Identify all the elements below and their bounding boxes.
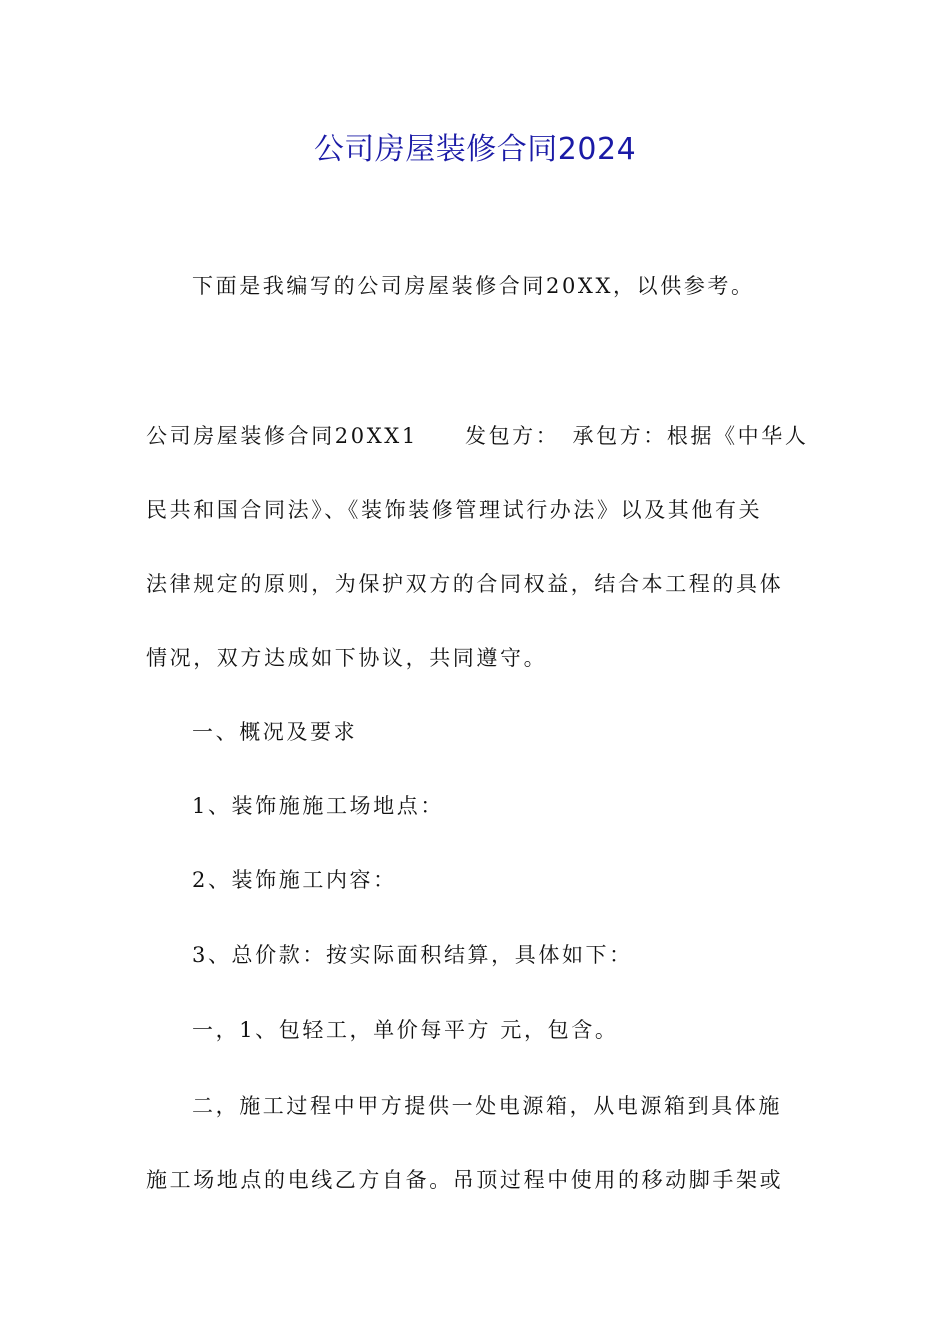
intro-text: 下面是我编写的公司房屋装修合同20XX，以供参考。 — [192, 274, 755, 298]
section1-heading: 一、概况及要求 — [192, 720, 358, 744]
paragraph1-line-3: 法律规定的原则，为保护双方的合同权益，结合本工程的具体 — [146, 572, 784, 596]
item-1: 1、装饰施施工场地点： — [192, 794, 444, 818]
item-2: 2、装饰施工内容： — [192, 868, 397, 892]
item-3: 3、总价款：按实际面积结算，具体如下： — [192, 943, 633, 967]
paragraph1-line-2: 民共和国合同法》、《装饰装修管理试行办法》以及其他有关 — [146, 498, 763, 522]
sub-item-1: 一，1、包轻工，单价每平方 元，包含。 — [192, 1018, 619, 1042]
document-title: 公司房屋装修合同2024 — [313, 132, 637, 167]
paragraph2-line-2: 施工场地点的电线乙方自备。吊顶过程中使用的移动脚手架或 — [146, 1168, 784, 1192]
paragraph1-line-4: 情况，双方达成如下协议，共同遵守。 — [146, 646, 548, 670]
paragraph2-line-1: 二，施工过程中甲方提供一处电源箱，从电源箱到具体施 — [192, 1094, 782, 1118]
paragraph1-line-1: 公司房屋装修合同20XX1 发包方： 承包方：根据《中华人 — [146, 424, 809, 448]
